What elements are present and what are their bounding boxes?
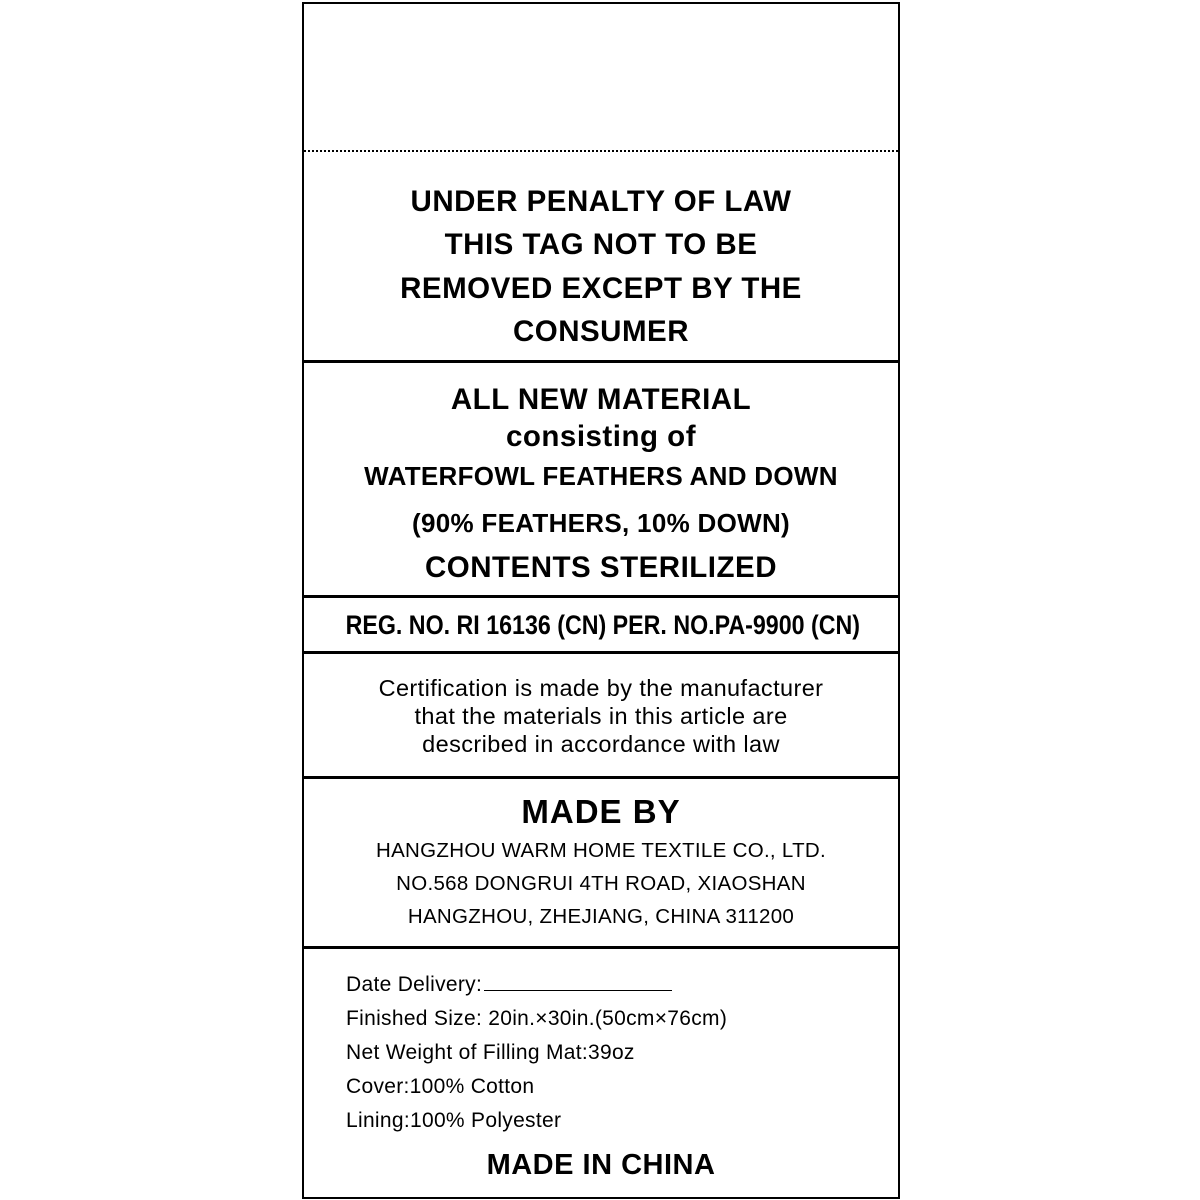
product-details-section xyxy=(304,949,898,1197)
certification-line-2: that the materials in this article are xyxy=(414,703,788,729)
certification-line-1: Certification is made by the manufacturer xyxy=(378,675,824,701)
date-delivery-row xyxy=(346,973,672,997)
manufacturer-city: HANGZHOU, ZHEJIANG, CHINA 311200 xyxy=(407,905,795,928)
material-percentages: (90% FEATHERS, 10% DOWN) xyxy=(412,508,790,538)
manufacturer-name: HANGZHOU WARM HOME TEXTILE CO., LTD. xyxy=(375,839,827,862)
lining-material: Lining:100% Polyester xyxy=(346,1109,562,1132)
sterilized-statement: CONTENTS STERILIZED xyxy=(424,551,778,584)
law-label-tag xyxy=(302,2,900,1199)
made-by-heading: MADE BY xyxy=(521,793,681,830)
net-weight: Net Weight of Filling Mat:39oz xyxy=(346,1041,635,1064)
date-delivery-label: Date Delivery: xyxy=(346,973,483,996)
made-in-label: MADE IN CHINA xyxy=(486,1149,716,1181)
registration-number: REG. NO. RI 16136 (CN) PER. NO.PA-9900 (CN) xyxy=(345,610,860,640)
date-delivery-blank xyxy=(484,974,672,991)
manufacturer-address: NO.568 DONGRUI 4TH ROAD, XIAOSHAN xyxy=(396,872,806,895)
warning-line-2: THIS TAG NOT TO BE xyxy=(444,228,758,261)
registration-section xyxy=(304,598,898,654)
warning-line-3: REMOVED EXCEPT BY THE xyxy=(400,272,802,305)
warning-section xyxy=(304,152,898,363)
manufacturer-section xyxy=(304,779,898,949)
material-contents: WATERFOWL FEATHERS AND DOWN xyxy=(364,461,838,491)
material-section xyxy=(304,363,898,598)
finished-size: Finished Size: 20in.×30in.(50cm×76cm) xyxy=(346,1007,728,1030)
cover-material: Cover:100% Cotton xyxy=(346,1075,535,1098)
warning-line-4: CONSUMER xyxy=(512,315,690,348)
certification-line-3: described in accordance with law xyxy=(422,731,780,757)
material-consisting: consisting of xyxy=(505,420,697,453)
certification-section xyxy=(304,654,898,779)
material-heading: ALL NEW MATERIAL xyxy=(450,383,752,416)
warning-line-1: UNDER PENALTY OF LAW xyxy=(410,185,792,218)
